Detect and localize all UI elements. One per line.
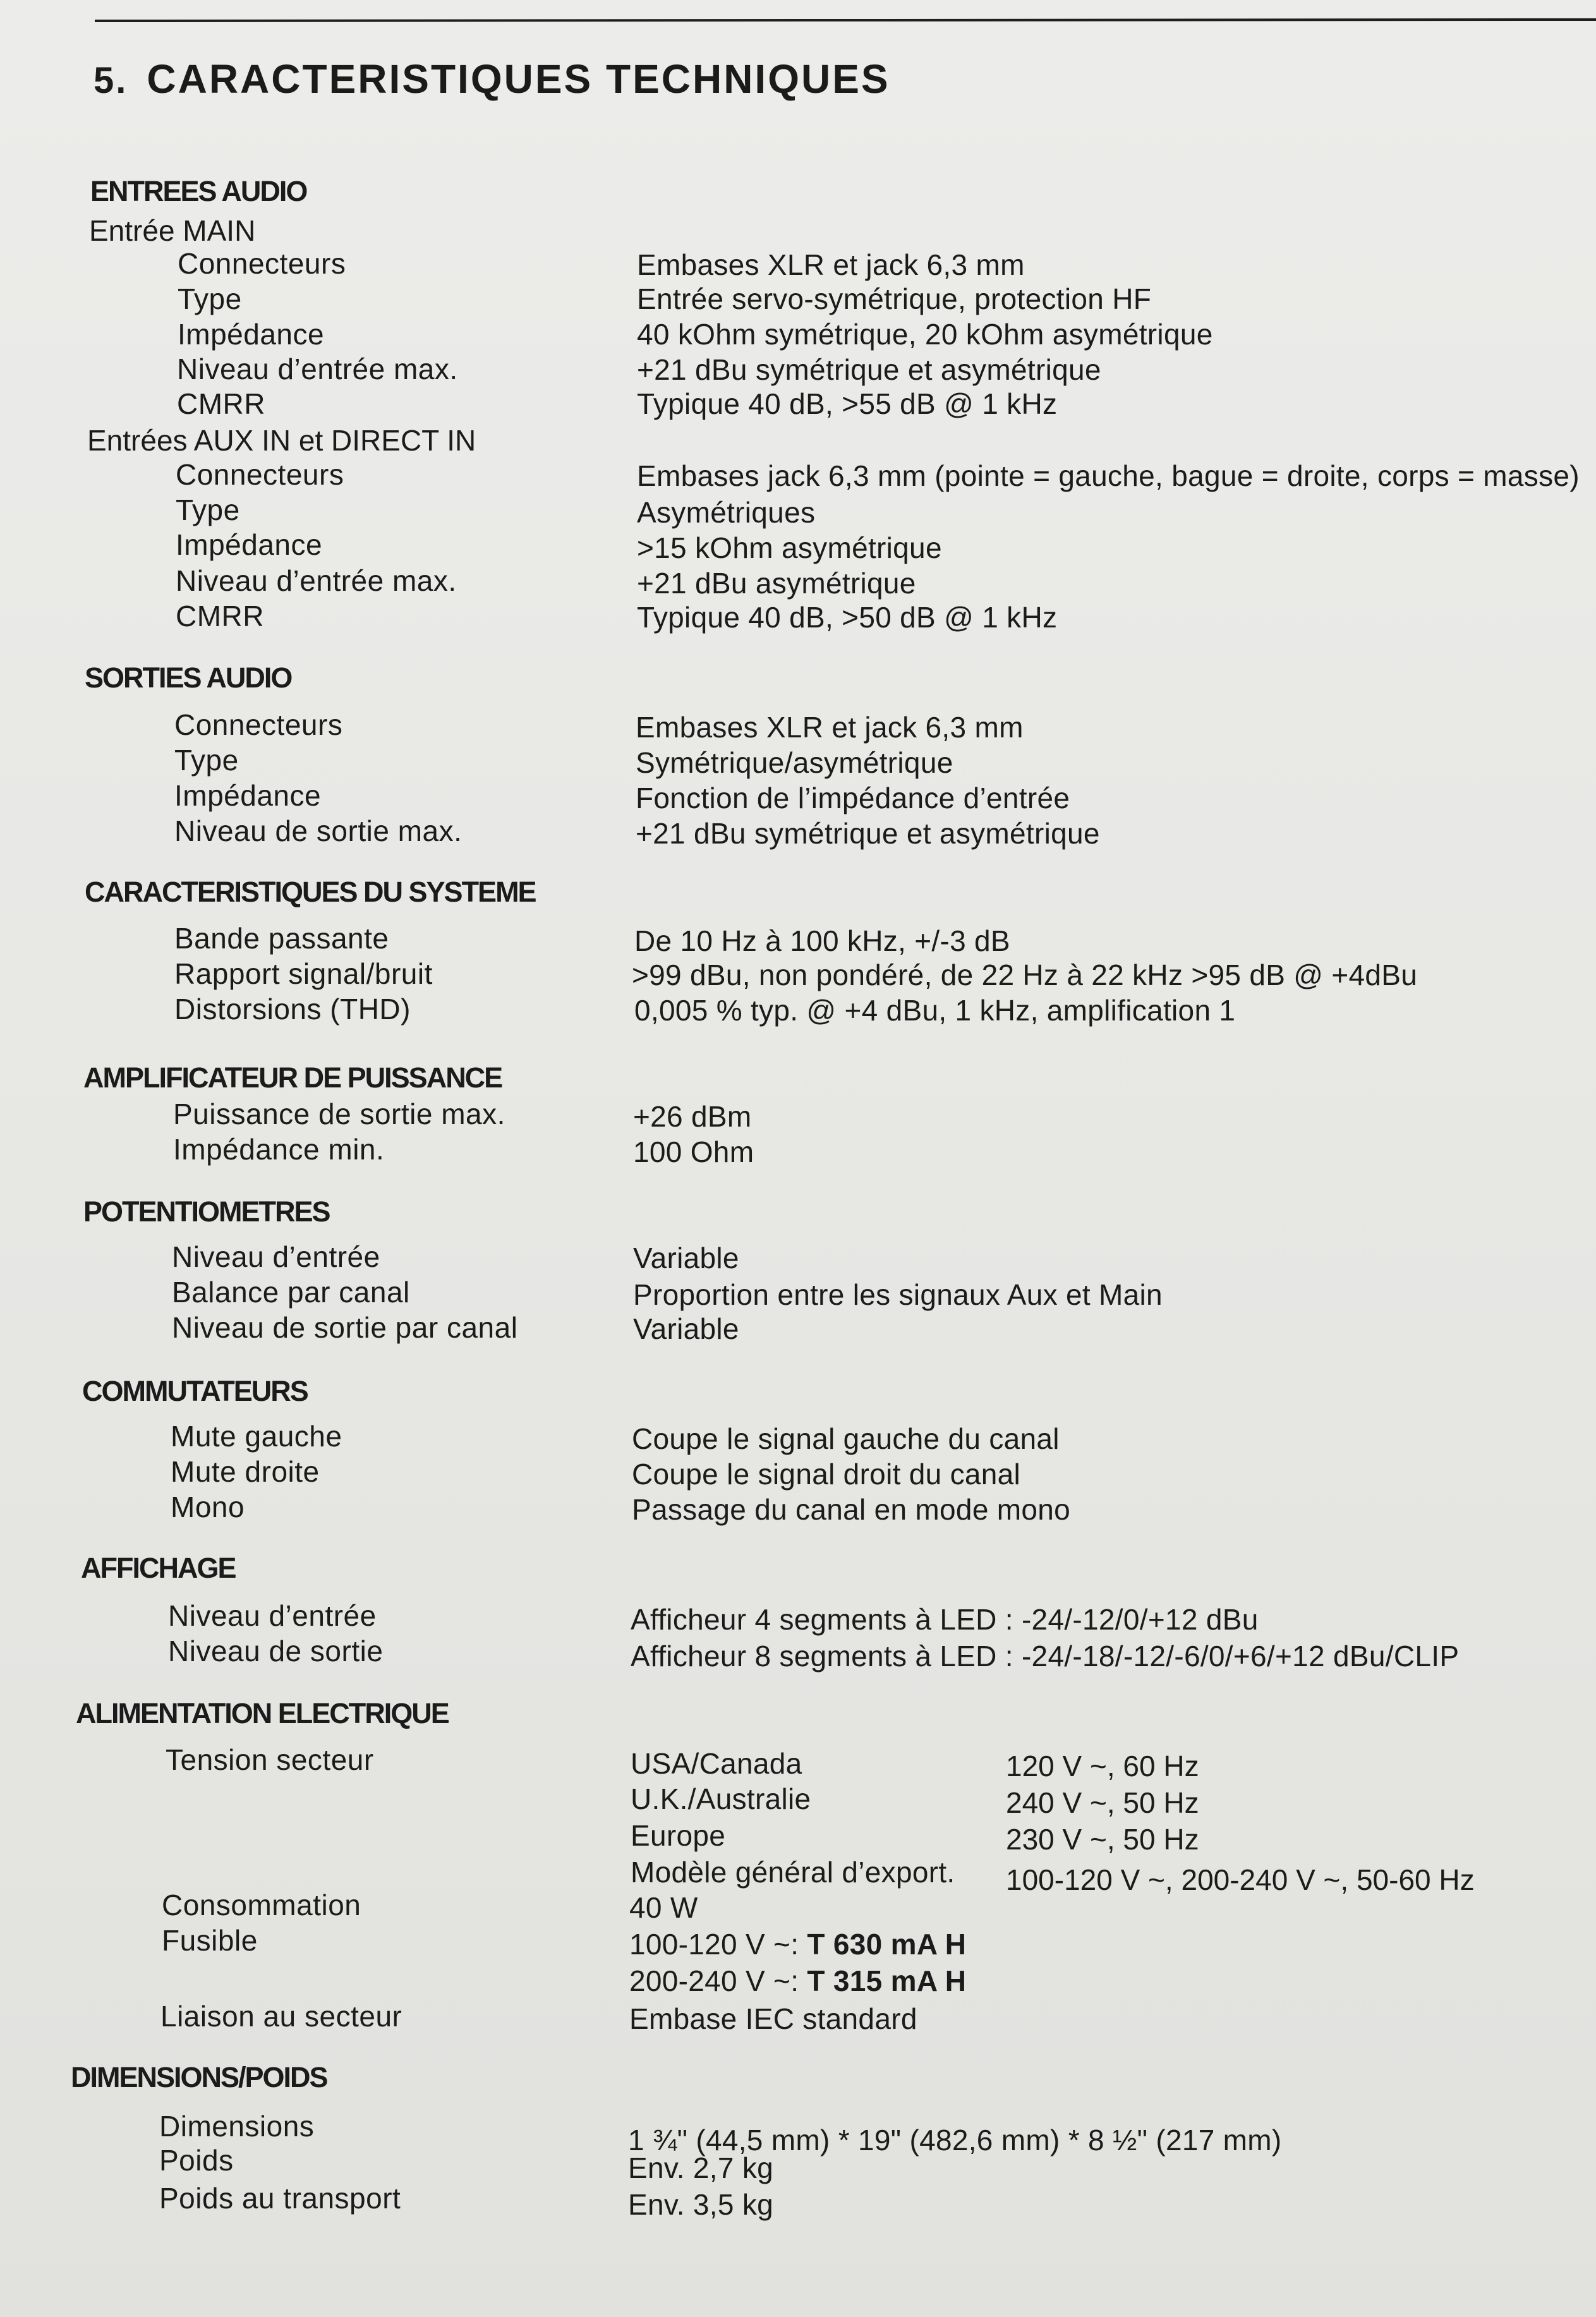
value-consumption: 40 W (629, 1891, 698, 1924)
label-dimensions: Dimensions (159, 2110, 315, 2143)
value-shipping-weight: Env. 3,5 kg (628, 2188, 774, 2221)
voltage-uk-australia: 240 V ~, 50 Hz (1006, 1786, 1199, 1819)
subheading-main-input: Entrée MAIN (89, 214, 256, 247)
value-display-input: Afficheur 4 segments à LED : -24/-12/0/+12 dBu (631, 1603, 1259, 1636)
value-out-max-level: +21 dBu symétrique et asymétrique (636, 817, 1100, 850)
value-pot-output-level: Variable (633, 1312, 739, 1345)
label-out-connectors: Connecteurs (174, 708, 343, 741)
label-thd: Distorsions (THD) (174, 993, 411, 1025)
label-display-input: Niveau d’entrée (168, 1599, 377, 1632)
heading-potentiometers: POTENTIOMETRES (83, 1195, 330, 1228)
value-mute-right: Coupe le signal droit du canal (632, 1458, 1021, 1491)
label-aux-cmrr: CMRR (176, 600, 264, 632)
value-aux-connectors: Embases jack 6,3 mm (pointe = gauche, bague = droite, corps = masse) (637, 459, 1580, 492)
value-display-output: Afficheur 8 segments à LED : -24/-18/-12/-6/0/+6/+12 dBu/CLIP (631, 1640, 1460, 1673)
value-aux-impedance: >15 kOhm asymétrique (637, 531, 942, 564)
label-mute-left: Mute gauche (171, 1420, 342, 1453)
label-main-connectors: Connecteurs (178, 247, 346, 280)
label-min-impedance: Impédance min. (173, 1133, 385, 1166)
label-main-max-level: Niveau d’entrée max. (177, 353, 458, 385)
label-mains-voltage: Tension secteur (166, 1743, 374, 1776)
value-thd: 0,005 % typ. @ +4 dBu, 1 kHz, amplification 1 (634, 994, 1236, 1027)
fuse-low-prefix: 100-120 V ~: (629, 1928, 799, 1961)
region-uk-australia: U.K./Australie (631, 1782, 811, 1815)
heading-dimensions: DIMENSIONS/POIDS (71, 2061, 327, 2093)
value-snr: >99 dBu, non pondéré, de 22 Hz à 22 kHz >95 dB @ +4dBu (632, 959, 1418, 991)
value-aux-max-level: +21 dBu asymétrique (637, 567, 916, 600)
value-mono: Passage du canal en mode mono (632, 1493, 1071, 1526)
value-out-connectors: Embases XLR et jack 6,3 mm (636, 711, 1024, 744)
value-main-impedance: 40 kOhm symétrique, 20 kOhm asymétrique (637, 318, 1213, 351)
value-fuse-low (629, 1927, 966, 1961)
heading-power-amp: AMPLIFICATEUR DE PUISSANCE (83, 1062, 502, 1094)
value-min-impedance: 100 Ohm (633, 1135, 754, 1168)
region-export: Modèle général d’export. (631, 1856, 955, 1889)
label-out-type: Type (174, 744, 239, 777)
value-bandwidth: De 10 Hz à 100 kHz, +/-3 dB (634, 924, 1010, 957)
voltage-europe: 230 V ~, 50 Hz (1006, 1823, 1199, 1856)
label-mono: Mono (171, 1491, 245, 1523)
value-aux-type: Asymétriques (637, 496, 816, 529)
label-aux-type: Type (176, 493, 240, 526)
fuse-high-prefix: 200-240 V ~: (629, 1964, 799, 1997)
section-number: 5. (94, 60, 128, 101)
value-main-cmrr: Typique 40 dB, >55 dB @ 1 kHz (637, 387, 1058, 420)
heading-power-supply: ALIMENTATION ELECTRIQUE (76, 1697, 449, 1729)
label-weight: Poids (159, 2144, 234, 2177)
value-max-output: +26 dBm (633, 1100, 752, 1133)
label-shipping-weight: Poids au transport (159, 2182, 401, 2215)
value-out-type: Symétrique/asymétrique (636, 746, 953, 779)
value-mains-connection: Embase IEC standard (629, 2002, 917, 2035)
heading-system: CARACTERISTIQUES DU SYSTEME (85, 876, 536, 908)
subheading-aux-input: Entrées AUX IN et DIRECT IN (87, 424, 476, 457)
label-pot-input-level: Niveau d’entrée (172, 1240, 380, 1273)
label-pot-output-level: Niveau de sortie par canal (172, 1311, 518, 1344)
label-balance: Balance par canal (172, 1276, 410, 1309)
label-out-max-level: Niveau de sortie max. (174, 814, 462, 847)
value-aux-cmrr: Typique 40 dB, >50 dB @ 1 kHz (637, 601, 1058, 634)
label-aux-connectors: Connecteurs (176, 458, 344, 491)
label-display-output: Niveau de sortie (168, 1635, 384, 1667)
label-mains-connection: Liaison au secteur (160, 2000, 402, 2033)
label-bandwidth: Bande passante (174, 922, 389, 955)
section-title: CARACTERISTIQUES TECHNIQUES (147, 56, 890, 102)
label-out-impedance: Impédance (174, 779, 322, 812)
heading-audio-outputs: SORTIES AUDIO (85, 662, 292, 694)
value-fuse-high (629, 1964, 966, 1998)
label-consumption: Consommation (162, 1889, 361, 1921)
value-dimensions: 1 ¾" (44,5 mm) * 19" (482,6 mm) * 8 ½" (217 mm) (628, 2124, 1282, 2157)
value-mute-left: Coupe le signal gauche du canal (632, 1422, 1060, 1455)
label-main-impedance: Impédance (178, 318, 325, 351)
value-out-impedance: Fonction de l’impédance d’entrée (636, 782, 1070, 814)
region-europe: Europe (631, 1819, 726, 1852)
heading-display: AFFICHAGE (81, 1552, 236, 1584)
value-main-connectors: Embases XLR et jack 6,3 mm (637, 248, 1025, 281)
value-weight: Env. 2,7 kg (628, 2151, 774, 2184)
label-main-cmrr: CMRR (177, 387, 265, 420)
label-max-output: Puissance de sortie max. (173, 1098, 505, 1130)
fuse-low-rating: T 630 mA H (807, 1928, 967, 1961)
heading-switches: COMMUTATEURS (82, 1375, 308, 1407)
heading-audio-inputs: ENTREES AUDIO (90, 175, 307, 207)
fuse-high-rating: T 315 mA H (807, 1964, 967, 1997)
value-main-type: Entrée servo-symétrique, protection HF (637, 282, 1152, 315)
label-mute-right: Mute droite (171, 1455, 320, 1488)
value-pot-input-level: Variable (633, 1242, 739, 1274)
label-fuse: Fusible (162, 1924, 258, 1957)
value-main-max-level: +21 dBu symétrique et asymétrique (637, 353, 1101, 386)
label-aux-max-level: Niveau d’entrée max. (176, 564, 457, 597)
label-snr: Rapport signal/bruit (174, 957, 433, 990)
label-main-type: Type (178, 282, 242, 315)
region-usa-canada: USA/Canada (631, 1747, 802, 1780)
value-balance: Proportion entre les signaux Aux et Main (633, 1278, 1163, 1311)
voltage-export: 100-120 V ~, 200-240 V ~, 50-60 Hz (1006, 1863, 1475, 1896)
label-aux-impedance: Impédance (176, 528, 323, 561)
voltage-usa-canada: 120 V ~, 60 Hz (1006, 1750, 1199, 1782)
